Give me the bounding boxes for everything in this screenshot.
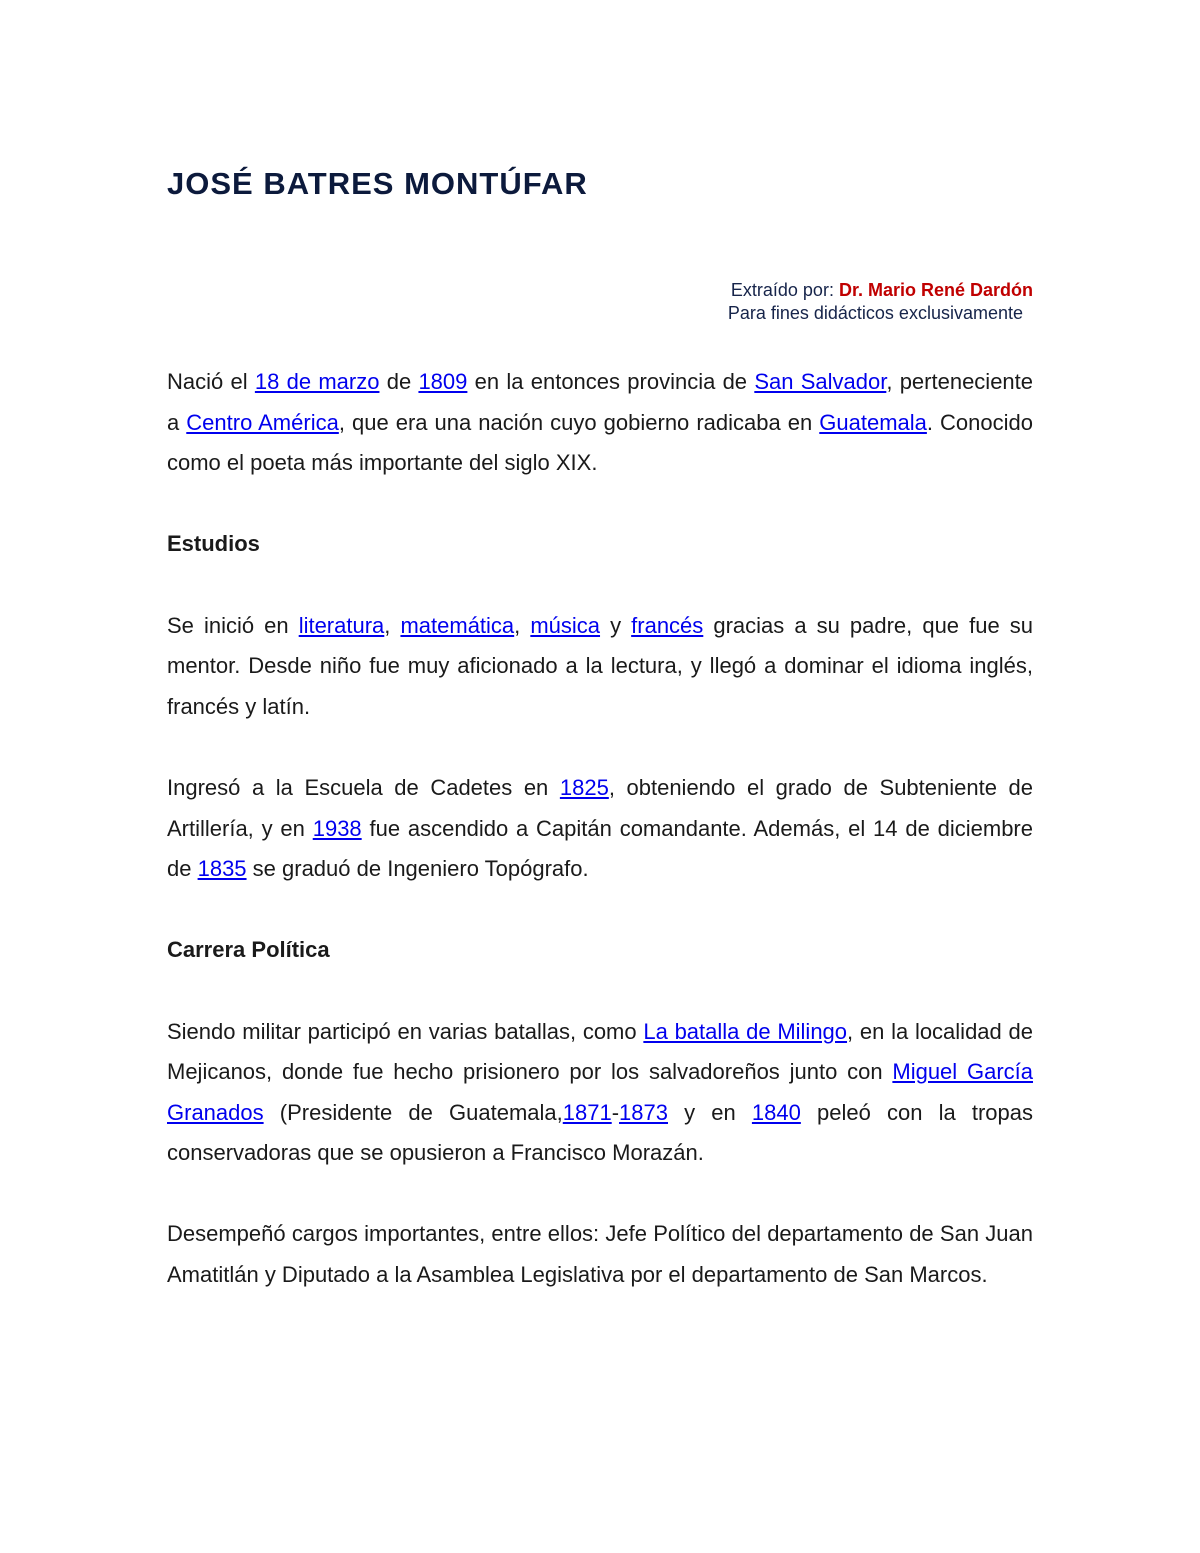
- paragraph-birth: [167, 362, 1033, 484]
- link-year-1809[interactable]: 1809: [418, 369, 468, 394]
- text: peleó con la tropas conservadoras que se opusieron a Francisco Morazán.: [167, 1099, 1033, 1166]
- text: (Presidente de Guatemala,: [263, 1099, 563, 1125]
- paragraph-positions: Desempeñó cargos importantes, entre ellos: Jefe Político del departamento de San Juan Amatitlán y Diputado a la Asamblea Legislativa por el departamento de San Marcos.: [167, 1221, 1033, 1288]
- text: , que era una nación cuyo gobierno radicaba en: [338, 409, 820, 435]
- text: Ingresó a la Escuela de Cadetes en: [167, 774, 560, 800]
- text: , obteniendo el grado de Subteniente de Artillería, y en: [167, 774, 1033, 841]
- link-year-1840[interactable]: 1840: [751, 1099, 801, 1125]
- text: en la entonces provincia de: [467, 369, 755, 394]
- link-literatura[interactable]: literatura: [298, 612, 385, 638]
- text: gracias a su padre, que fue su mentor. Desde niño fue muy aficionado a la lectura, y llegó a dominar el idioma inglés, francés y latín.: [167, 612, 1033, 719]
- text: ,: [514, 612, 531, 638]
- text: . Conocido como el poeta más importante del siglo XIX.: [167, 409, 1033, 476]
- text: -: [611, 1099, 620, 1125]
- link-year-1835[interactable]: 1835: [197, 856, 247, 882]
- paragraph-military: [167, 1012, 1033, 1174]
- text: y en: [668, 1099, 752, 1125]
- link-guatemala[interactable]: Guatemala: [819, 409, 927, 435]
- link-musica[interactable]: música: [530, 612, 601, 638]
- credit-label: Extraído por:: [730, 280, 839, 300]
- link-batalla-milingo[interactable]: La batalla de Milingo: [643, 1018, 848, 1044]
- text: , perteneciente a: [167, 369, 1034, 435]
- document-title: JOSÉ BATRES MONTÚFAR: [167, 166, 588, 201]
- credit-note: Para fines didácticos exclusivamente: [727, 303, 1023, 323]
- credit-line: [660, 279, 1033, 302]
- paragraph-studies: [167, 606, 1033, 728]
- link-year-1938[interactable]: 1938: [312, 815, 362, 841]
- link-matematica[interactable]: matemática: [400, 612, 515, 638]
- text: Nació el: [167, 369, 255, 394]
- text: fue ascendido a Capitán comandante. Además, el 14 de diciembre de: [167, 815, 1033, 882]
- link-birth-date[interactable]: 18 de marzo: [254, 369, 380, 394]
- credit-block: [660, 279, 1033, 325]
- text: ,: [384, 612, 401, 638]
- credit-author: Dr. Mario René Dardón: [838, 280, 1033, 300]
- link-san-salvador[interactable]: San Salvador: [754, 369, 887, 394]
- link-year-1825[interactable]: 1825: [559, 774, 609, 800]
- text: Siendo militar participó en varias batallas, como: [167, 1018, 644, 1044]
- link-frances[interactable]: francés: [631, 612, 704, 638]
- document-body: [167, 362, 1033, 1296]
- link-centro-america[interactable]: Centro América: [186, 409, 339, 435]
- heading-estudios: Estudios: [167, 531, 260, 557]
- link-miguel-garcia-granados[interactable]: Miguel García Granados: [167, 1059, 1033, 1125]
- link-year-1873[interactable]: 1873: [619, 1099, 668, 1125]
- text: de: [379, 369, 419, 394]
- text: se graduó de Ingeniero Topógrafo.: [246, 856, 589, 882]
- text: Se inició en: [167, 612, 299, 638]
- text: , en la localidad de Mejicanos, donde fue hecho prisionero por los salvadoreños junto con: [167, 1018, 1033, 1085]
- text: y: [600, 612, 632, 638]
- heading-carrera-politica: Carrera Política: [167, 937, 330, 963]
- paragraph-cadets: [167, 768, 1033, 890]
- link-year-1871[interactable]: 1871: [562, 1099, 612, 1125]
